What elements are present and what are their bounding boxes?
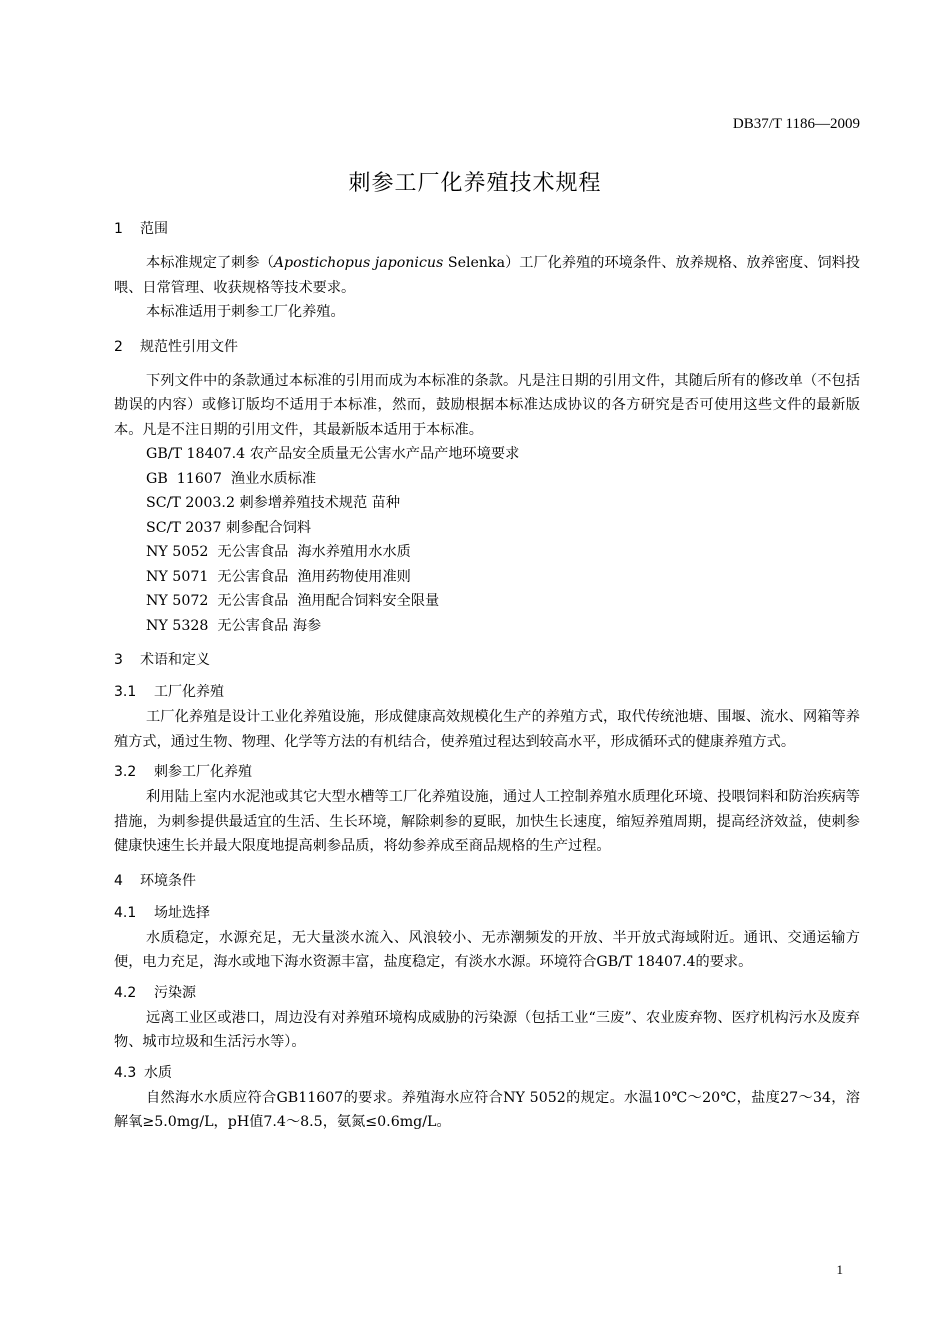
reference-item: SC/T 2003.2 刺参增养殖技术规范 苗种 xyxy=(146,495,401,511)
section-title: 环境条件 xyxy=(140,872,196,889)
latin-species-name: Apostichopus japonicus xyxy=(273,255,444,271)
subsection-4-2-paragraph: 远离工业区或港口，周边没有对养殖环境构成威胁的污染源（包括工业“三废”、农业废弃物、医疗机构污水及废弃物、城市垃圾和生活污水等）。 xyxy=(114,1009,860,1050)
reference-item: GB/T 18407.4 农产品安全质量无公害水产品产地环境要求 xyxy=(146,446,520,462)
reference-item: NY 5052 无公害食品 海水养殖用水水质 xyxy=(146,544,411,560)
section-title: 范围 xyxy=(140,221,168,237)
reference-item: SC/T 2037 刺参配合饲料 xyxy=(146,519,312,536)
subsection-3-2-heading xyxy=(114,762,860,782)
subsection-3-2-paragraph: 利用陆上室内水泥池或其它大型水槽等工厂化养殖设施，通过人工控制养殖水质理化环境、投喂饲料和防治疾病等措施，为刺参提供最适宜的生活、生长环境，解除刺参的夏眠，加快生长速度，缩短养殖周期，提高经济效益，使刺参健康快速生长并最大限度地提高刺参品质，将幼参养成至商品规格的生产过程。 xyxy=(114,789,860,854)
section-1-paragraph-2: 本标准适用于刺参工厂化养殖。 xyxy=(146,304,345,320)
subsection-4-3-heading xyxy=(114,1063,860,1083)
section-number: 3 xyxy=(114,652,123,668)
subsection-number: 4.2 xyxy=(114,984,137,1001)
section-number: 1 xyxy=(114,221,123,237)
subsection-4-2-heading xyxy=(114,983,860,1003)
subsection-number: 3.2 xyxy=(114,764,137,780)
section-2-paragraph: 下列文件中的条款通过本标准的引用而成为本标准的条款。凡是注日期的引用文件，其随后所有的修改单（不包括勘误的内容）或修订版均不适用于本标准，然而，鼓励根据本标准达成协议的各方研究是否可使用这些文件的最新版本。凡是不注日期的引用文件，其最新版本适用于本标准。 xyxy=(114,372,860,438)
subsection-3-1-paragraph: 工厂化养殖是设计工业化养殖设施，形成健康高效规模化生产的养殖方式，取代传统池塘、围堰、流水、网箱等养殖方式，通过生物、物理、化学等方法的有机结合，使养殖过程达到较高水平，形成循环式的健康养殖方式。 xyxy=(114,709,860,750)
subsection-title: 水质 xyxy=(144,1064,172,1081)
subsection-title: 场址选择 xyxy=(154,904,210,921)
subsection-3-1-heading xyxy=(114,682,860,702)
reference-item: NY 5072 无公害食品 渔用配合饲料安全限量 xyxy=(146,593,440,609)
subsection-number: 4.3 xyxy=(114,1064,137,1081)
section-title: 术语和定义 xyxy=(140,652,210,668)
reference-item: GB 11607 渔业水质标准 xyxy=(146,470,317,487)
section-4-heading xyxy=(114,871,860,891)
section-1-paragraph-1: 本标准规定了刺参（Apostichopus japonicus Selenka）工厂化养殖的环境条件、放养规格、放养密度、饲料投喂、日常管理、收获规格等技术要求。 xyxy=(114,255,860,296)
section-number: 4 xyxy=(114,872,123,889)
section-1-heading xyxy=(114,219,860,239)
document-code: DB37/T 1186—2009 xyxy=(732,116,860,132)
subsection-4-3-paragraph: 自然海水水质应符合GB11607的要求。养殖海水应符合NY 5052的规定。水温10℃～20℃，盐度27～34，溶解氧≥5.0mg/L，pH值7.4～8.5，氨氮≤0.6mg/L。 xyxy=(114,1089,860,1130)
reference-item: NY 5071 无公害食品 渔用药物使用准则 xyxy=(146,568,411,585)
section-3-heading xyxy=(114,650,860,670)
section-number: 2 xyxy=(114,338,123,355)
subsection-title: 污染源 xyxy=(154,984,196,1001)
section-title: 规范性引用文件 xyxy=(140,338,238,355)
section-2-heading xyxy=(114,337,860,357)
page-number: 1 xyxy=(836,1262,843,1277)
subsection-title: 工厂化养殖 xyxy=(154,684,224,700)
subsection-4-1-paragraph: 水质稳定，水源充足，无大量淡水流入、风浪较小、无赤潮频发的开放、半开放式海域附近。通讯、交通运输方便，电力充足，海水或地下海水资源丰富，盐度稳定，有淡水水源。环境符合GB/T 18407.4的要求。 xyxy=(114,929,860,970)
subsection-title: 刺参工厂化养殖 xyxy=(154,764,252,780)
subsection-4-1-heading xyxy=(114,903,860,923)
subsection-number: 3.1 xyxy=(114,684,137,700)
subsection-number: 4.1 xyxy=(114,904,137,921)
reference-item: NY 5328 无公害食品 海参 xyxy=(146,617,322,634)
document-body xyxy=(114,219,860,1135)
page-title: 刺参工厂化养殖技术规程 xyxy=(348,171,602,196)
